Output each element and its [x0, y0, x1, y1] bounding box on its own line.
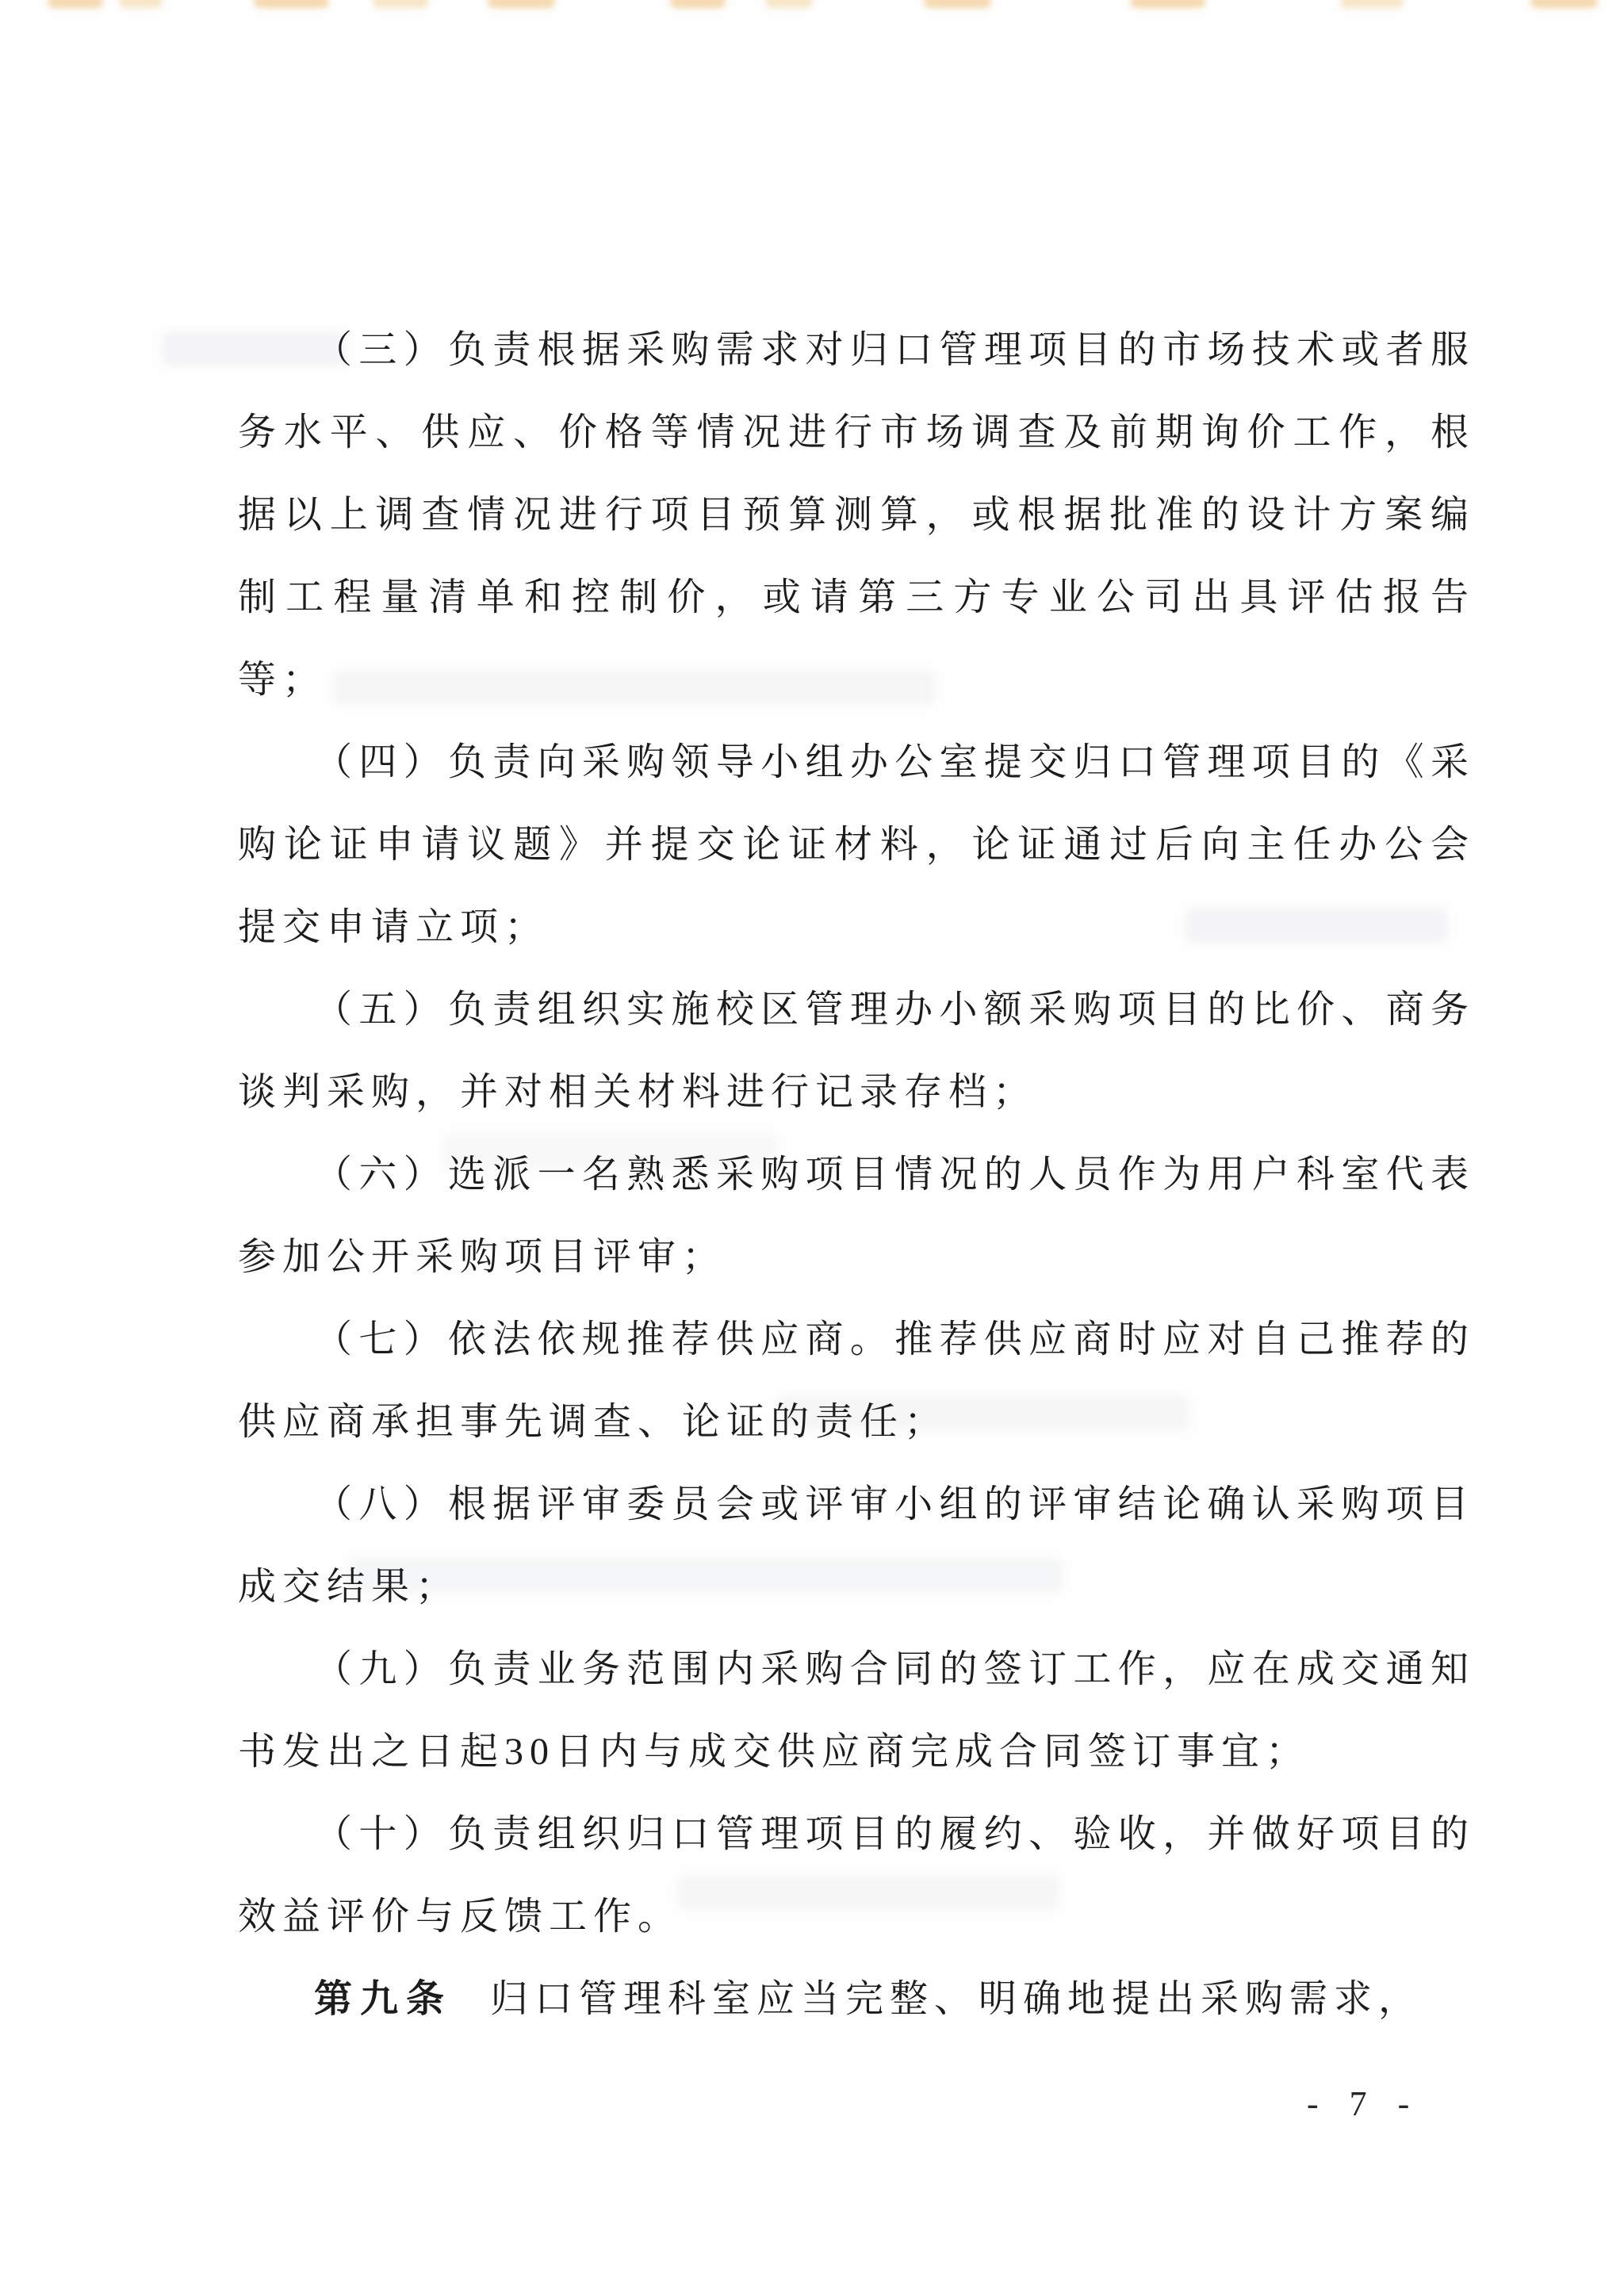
clause-item-7: （七）依法依规推荐供应商。推荐供应商时应对自己推荐的供应商承担事先调查、论证的责任；	[238, 1318, 1475, 1443]
scan-artifact	[373, 0, 428, 8]
clause-item-4: （四）负责向采购领导小组办公室提交归口管理项目的《采购论证申请议题》并提交论证材料，论证通过后向主任办公会提交申请立项；	[238, 741, 1475, 948]
scan-artifact	[254, 0, 329, 8]
scan-artifact	[1530, 0, 1598, 8]
clause-item-6: （六）选派一名熟悉采购项目情况的人员作为用户科室代表参加公开采购项目评审；	[238, 1154, 1475, 1278]
scan-artifact	[924, 0, 991, 8]
scan-artifact	[670, 0, 726, 8]
document-body	[238, 309, 1475, 2041]
scan-artifact	[1130, 0, 1205, 8]
page-number: - 7 -	[1307, 2084, 1421, 2123]
scan-artifact	[48, 0, 103, 8]
clause-item-8: （八）根据评审委员会或评审小组的评审结论确认采购项目成交结果；	[238, 1483, 1475, 1608]
article-9-paragraph	[238, 1958, 1475, 2041]
scan-artifact	[488, 0, 555, 8]
scan-artifact	[1340, 0, 1404, 8]
clause-item-5: （五）负责组织实施校区管理办小额采购项目的比价、商务谈判采购，并对相关材料进行记录存档；	[238, 989, 1475, 1113]
article-9-number: 第九条	[314, 1978, 453, 2020]
scan-artifact	[119, 0, 163, 8]
clause-item-3: （三）负责根据采购需求对归口管理项目的市场技术或者服务水平、供应、价格等情况进行市场调查及前期询价工作，根据以上调查情况进行项目预算测算，或根据批准的设计方案编制工程量清单和控制价，或请第三方专业公司出具评估报告等；	[238, 329, 1475, 701]
scan-artifact	[765, 0, 813, 8]
clause-item-9: （九）负责业务范围内采购合同的签订工作，应在成交通知书发出之日起30日内与成交供应商完成合同签订事宜；	[238, 1648, 1475, 1773]
article-9-text: 归口管理科室应当完整、明确地提出采购需求，	[490, 1978, 1423, 2020]
clause-item-10: （十）负责组织归口管理项目的履约、验收，并做好项目的效益评价与反馈工作。	[238, 1813, 1475, 1938]
